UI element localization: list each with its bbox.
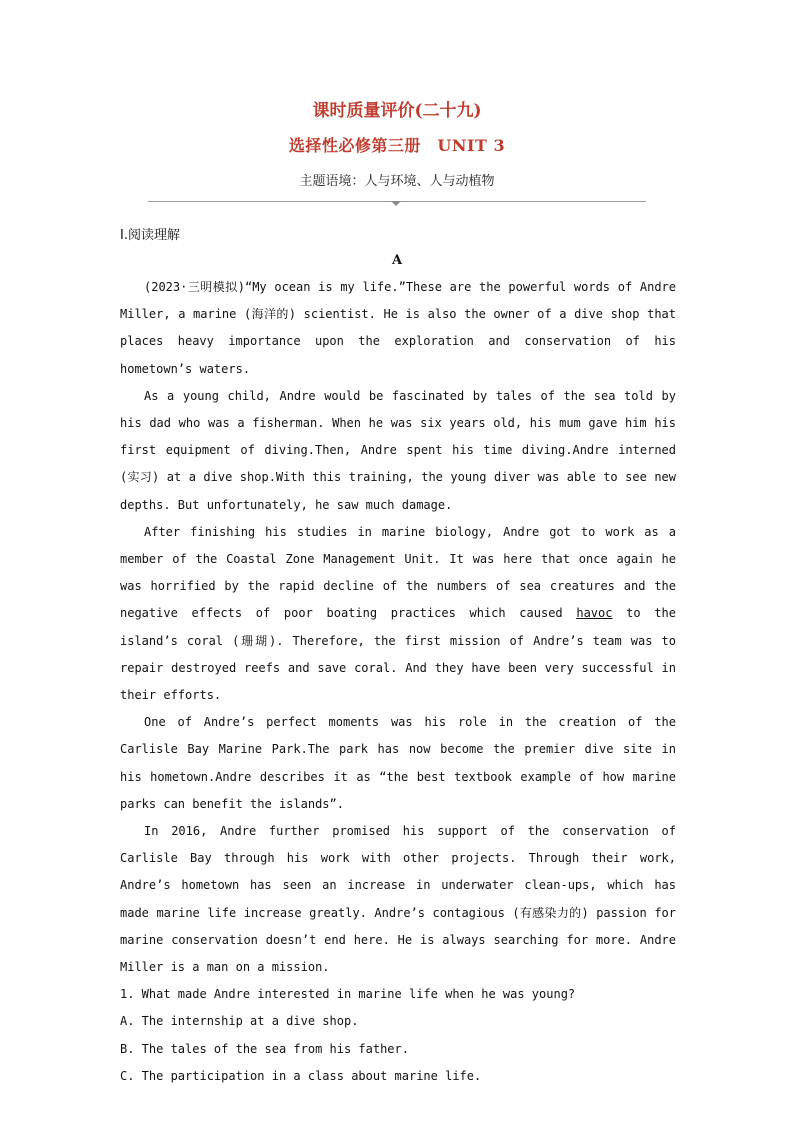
passage-label: A: [391, 253, 403, 268]
answer-option: A. The internship at a dive shop.: [120, 1014, 359, 1029]
passage-paragraph: In 2016, Andre further promised his support of the conservation of Carlisle Bay through his work with other projects. Through their work, Andre’s hometown has seen an increase in underwater clean-ups, which has made marine life increase greatly. Andre’s contagious (有感染力的) passion for marine conservation doesn’t end here. He is always searching for more. Andre Miller is a man on a mission.: [120, 824, 676, 975]
divider-marker-icon: [391, 201, 401, 206]
document-subtitle: 选择性必修第三册 UNIT 3: [288, 136, 506, 155]
answer-option: C. The participation in a class about marine life.: [120, 1068, 482, 1083]
paragraph-text: to the island’s coral (珊瑚). Therefore, the first mission of Andre’s team was to repair destroyed reefs and save coral. And they have been very successful in their efforts.: [120, 606, 677, 703]
passage-paragraph: (2023·三明模拟)“My ocean is my life.”These are the powerful words of Andre Miller, a marine (海洋的) scientist. He is also the owner of a dive shop that places heavy importance upon the exploration and conservation of his hometown’s waters.: [120, 280, 676, 376]
passage-paragraph: As a young child, Andre would be fascinated by tales of the sea told by his dad who was a fisherman. When he was six years old, his mum gave him his first equipment of diving.Then, Andre spent his time diving.Andre interned (实习) at a dive shop.With this training, the young diver was able to see new depths. But unfortunately, he saw much damage.: [120, 388, 676, 512]
passage-paragraph: One of Andre’s perfect moments was his role in the creation of the Carlisle Bay Marine Park.The park has now become the premier dive site in his hometown.Andre describes it as “the best textbook example of how marine parks can benefit the islands”.: [120, 715, 676, 811]
passage-paragraph: [120, 519, 676, 709]
paragraph-text: After finishing his studies in marine biology, Andre got to work as a member of the Coastal Zone Management Unit. It was here that once again he was horrified by the rapid decline of the numbers of sea creatures and the negative effects of poor boating practices which caused: [120, 524, 676, 621]
passage-body: [120, 274, 676, 1090]
answer-option: B. The tales of the sea from his father.: [120, 1041, 409, 1056]
document-title: 课时质量评价(二十九): [312, 101, 482, 121]
section-heading: Ⅰ.阅读理解: [120, 228, 180, 243]
question-stem: 1. What made Andre interested in marine life when he was young?: [120, 987, 576, 1002]
theme-context: 主题语境：人与环境、人与动植物: [299, 174, 495, 189]
underlined-word: havoc: [576, 606, 613, 621]
